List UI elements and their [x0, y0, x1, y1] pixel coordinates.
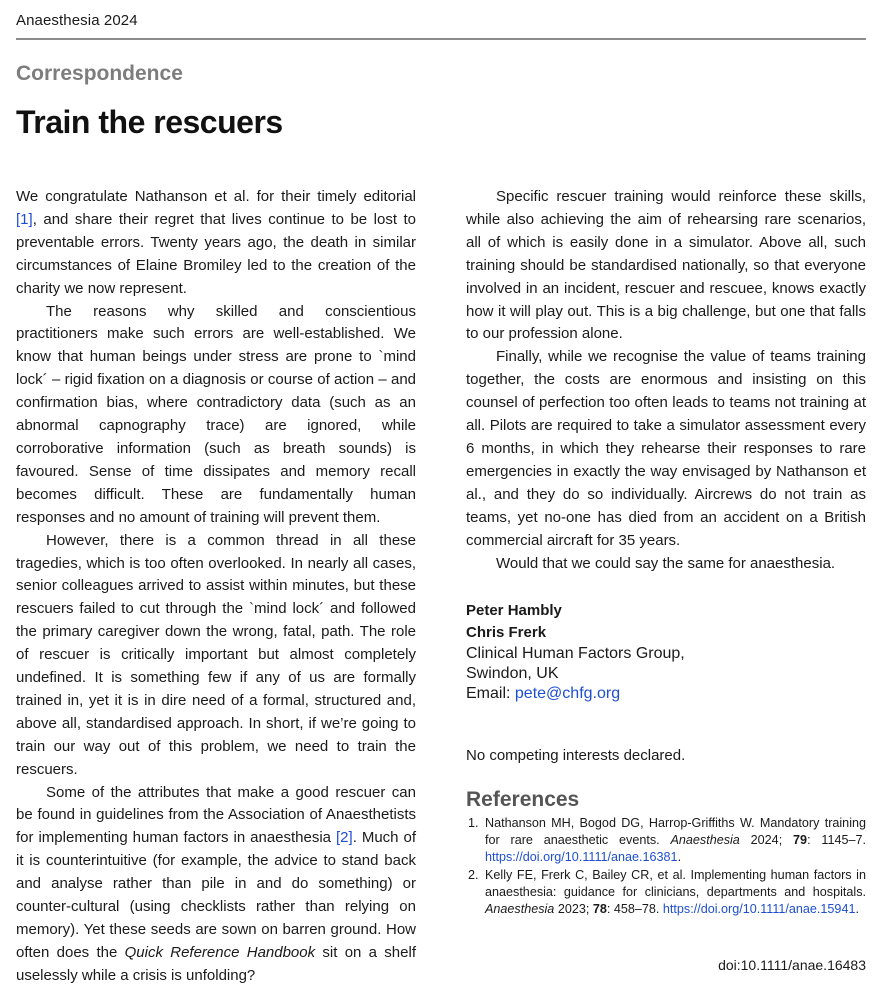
- author-name: Peter Hambly: [466, 602, 562, 619]
- email-link[interactable]: pete@chfg.org: [514, 685, 621, 702]
- reference-doi-link[interactable]: https://doi.org/10.1111/anae.16381: [485, 849, 678, 864]
- section-label: Correspondence: [16, 62, 183, 85]
- citation-link-2[interactable]: [2]: [336, 829, 353, 847]
- location: Swindon, UK: [466, 665, 559, 682]
- paragraph-1: We congratulate Nathanson et al. for their timely editorial [1], and share their regret that lives continue to be lost to preventable errors. Twenty years ago, the death in similar circumstances of Elaine Bromiley led to the creation of the charity we now represent.: [16, 188, 416, 297]
- author-name: Chris Frerk: [466, 624, 547, 641]
- right-column: [466, 186, 866, 575]
- citation-link-1[interactable]: [1]: [16, 210, 33, 228]
- competing-interests: No competing interests declared.: [466, 747, 686, 764]
- article-doi: doi:10.1111/anae.16483: [718, 957, 866, 973]
- affiliation: Clinical Human Factors Group,: [466, 645, 685, 662]
- reference-item: 2. Kelly FE, Frerk C, Bailey CR, et al. Implementing human factors in anaesthesia: guidance for clinicians, departments and hospitals. Anaesthesia 2023; 78: 458–78. https://doi.org/10.1111/anae.15941.: [468, 868, 866, 916]
- journal-header: Anaesthesia 2024: [16, 12, 138, 29]
- reference-item: 1. Nathanson MH, Bogod DG, Harrop-Griffiths W. Mandatory training for rare anaesthetic events. Anaesthesia 2024; 79: 1145–7. https://doi.org/10.1111/anae.16381.: [468, 816, 866, 864]
- paragraph-7: Would that we could say the same for anaesthesia.: [496, 554, 836, 572]
- paragraph-5: Specific rescuer training would reinforce these skills, while also achieving the aim of rehearsing rare scenarios, all of which is easily done in a simulator. Above all, such training should be standardised nationally, so that everyone involved in an incident, rescuer and rescuee, knows exactly how it will play out. This is a big challenge, but one that falls to our profession alone.: [466, 188, 866, 343]
- author-block: [466, 600, 685, 704]
- left-column: [16, 186, 416, 988]
- handbook-title: Quick Reference Handbook: [124, 943, 316, 961]
- references-heading: References: [466, 788, 580, 811]
- paragraph-2: The reasons why skilled and conscientious practitioners make such errors are well-established. We know that human beings under stress are prone to `mind lock´ – rigid fixation on a diagnosis or course of action – and confirmation bias, where contradictory data (such as an abnormal capnography trace) are ignored, while corroborative information (such as breath sounds) is favoured. Sense of time dissipates and memory recall becomes difficult. These are fundamentally human responses and no amount of training will prevent them.: [16, 302, 416, 526]
- header-rule: [16, 38, 866, 40]
- article-title: Train the rescuers: [16, 104, 283, 140]
- paragraph-3: However, there is a common thread in all these tragedies, which is too often overlooked. In nearly all cases, senior colleagues arrived to assist within minutes, but these rescuers failed to cut through the `mind lock´ and followed the primary caregiver down the wrong, fatal, path. The role of rescuer is critically important but almost completely undefined. It is something few if any of us are formally trained in, yet it is in dire need of a formal, structured and, above all, standardised approach. In short, if we’re going to train our way out of this problem, we need to train the rescuers.: [16, 531, 416, 778]
- paragraph-6: Finally, while we recognise the value of teams training together, the costs are enormous and insisting on this counsel of perfection too often leads to teams not training at all. Pilots are required to take a simulator assessment every 6 months, in which they rehearse their responses to rare emergencies in exactly the way envisaged by Nathanson et al., and they do so individually. Aircrews do not train as teams, yet no-one has died from an accident on a British commercial aircraft for 35 years.: [466, 348, 866, 549]
- reference-list: [466, 815, 866, 920]
- email-line: Email: pete@chfg.org: [466, 685, 621, 702]
- paragraph-4: Some of the attributes that make a good rescuer can be found in guidelines from the Association of Anaesthetists for implementing human factors in anaesthesia [2]. Much of it is counterintuitive (for example, the advice to stand back and analyse rather than pile in and do something) or counter-cultural (using checklists rather than relying on memory). Yet these seeds are sown on barren ground. How often does the Quick Reference Handbook sit on a shelf uselessly while a crisis is unfolding?: [16, 783, 416, 984]
- reference-doi-link[interactable]: https://doi.org/10.1111/anae.15941: [662, 901, 856, 916]
